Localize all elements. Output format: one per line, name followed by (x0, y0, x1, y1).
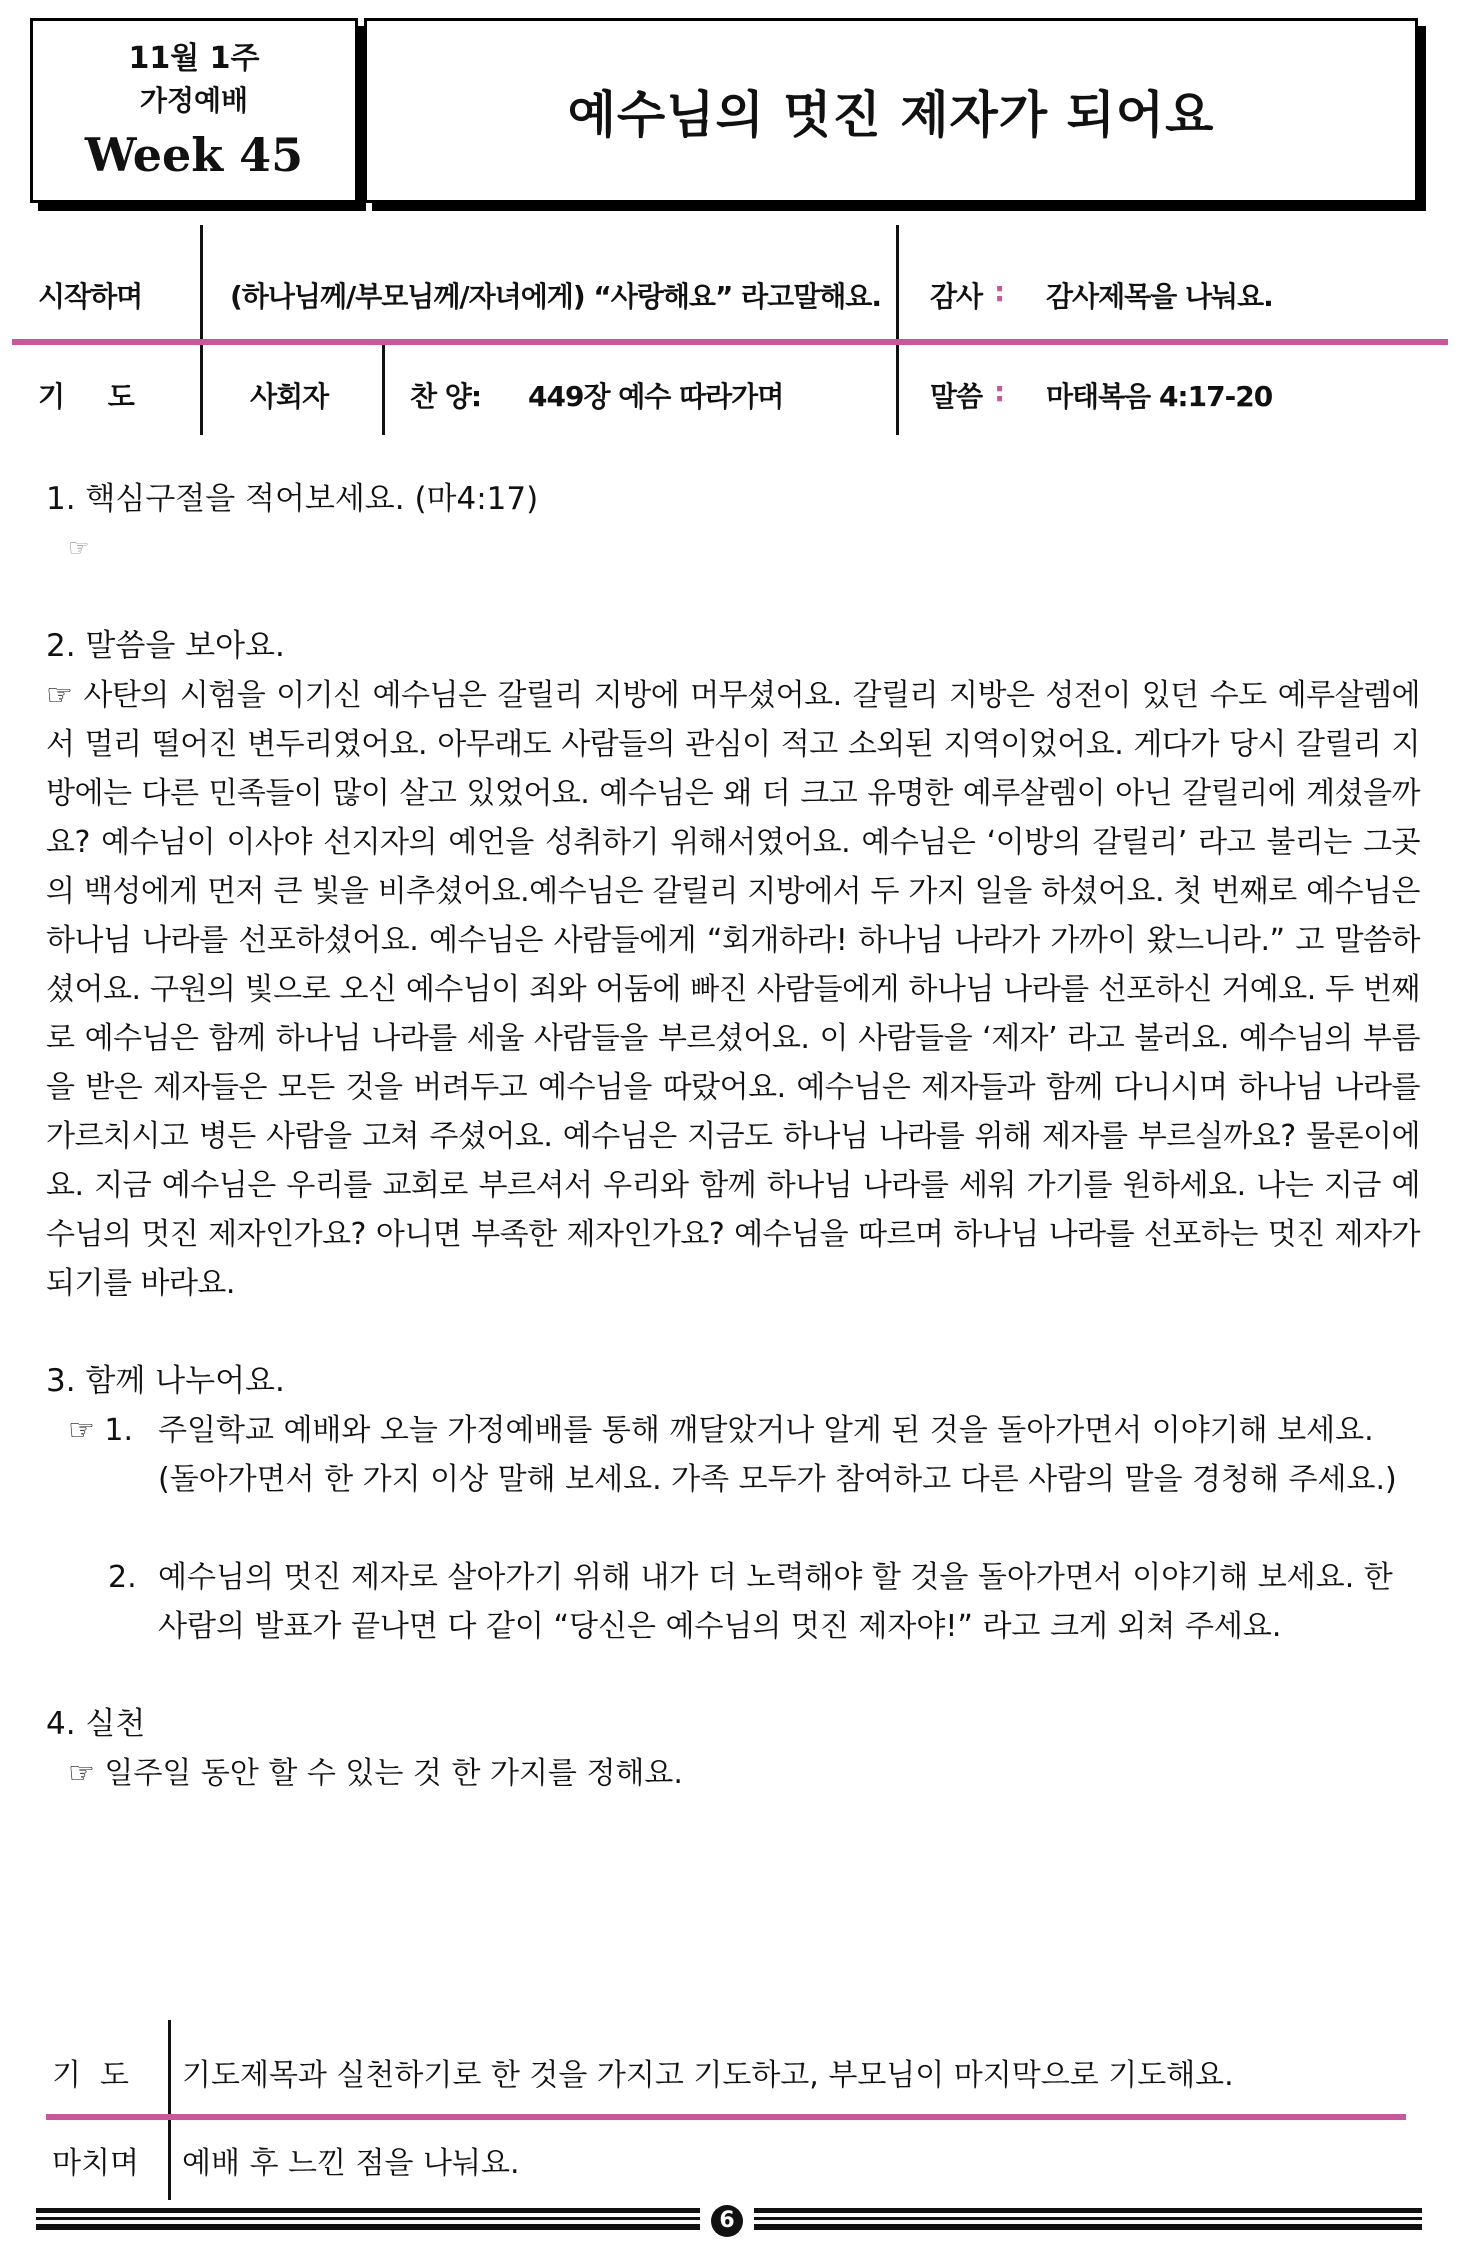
worship-type: 가정예배 (139, 84, 249, 117)
section-4-body: ☞ 일주일 동안 할 수 있는 것 한 가지를 정해요. (68, 1756, 683, 1791)
divider (168, 2020, 171, 2200)
share-item-1-number: ☞ 1. (68, 1413, 134, 1448)
word-text: 마태복음 4:17-20 (1046, 380, 1273, 413)
spacer (46, 1504, 1420, 1553)
leader-label: 사회자 (250, 380, 329, 413)
page-footer (36, 2208, 1422, 2234)
week-number: Week 45 (84, 128, 304, 182)
start-label: 시작하며 (38, 280, 143, 313)
section-3-title: 3. 함께 나누어요. (46, 1363, 285, 1399)
hand-pointer-icon: ☞ (68, 534, 90, 562)
order-table (12, 225, 1448, 435)
section-2-title: 2. 말씀을 보아요. (46, 628, 285, 664)
prayer-label: 기 도 (38, 380, 134, 413)
thanks-label: 감사 (930, 280, 983, 313)
share-item-1 (46, 1406, 1420, 1504)
week-box (30, 18, 358, 203)
thanks-colon: : (994, 275, 1005, 308)
spacer (46, 1651, 1420, 1700)
closing-prayer-text: 기도제목과 실천하기로 한 것을 가지고 기도하고, 부모님이 마지막으로 기도해요. (182, 2058, 1234, 2093)
word-label: 말씀 (930, 380, 983, 413)
spacer (46, 1308, 1420, 1357)
share-item-2-number: 2. (108, 1560, 137, 1595)
section-4-title: 4. 실천 (46, 1706, 146, 1742)
hymn-label: 찬 양: (410, 380, 482, 413)
order-row-start (12, 225, 1448, 335)
section-1-title: 1. 핵심구절을 적어보세요. (마4:17) (46, 481, 539, 517)
week-date: 11월 1주 (128, 41, 260, 76)
thanks-text: 감사제목을 나눠요. (1046, 280, 1273, 313)
word-colon: : (994, 375, 1005, 408)
page-number: 6 (711, 2205, 743, 2237)
closing-table (46, 2020, 1406, 2200)
page-title: 예수님의 멋진 제자가 되어요 (567, 85, 1215, 144)
hymn-text: 449장 예수 따라가며 (528, 380, 784, 413)
section-2-body: ☞ 사탄의 시험을 이기신 예수님은 갈릴리 지방에 머무셨어요. 갈릴리 지방은 성전이 있던 수도 예루살렘에서 멀리 떨어진 변두리였어요. 아무래도 사람들의 관심이 적고 소외된 지역이었어요. 게다가 당시 갈릴리 지방에는 다른 민족들이 많이 살고 있었어요. 예수님은 왜 더 크고 유명한 예루살렘이 아닌 갈릴리에 계셨을까요? 예수님이 이사야 선지자의 예언을 성취하기 위해서였어요. 예수님은 ‘이방의 갈릴리’ 라고 불리는 그곳의 백성에게 먼저 큰 빛을 비추셨어요.예수님은 갈릴리 지방에서 두 가지 일을 하셨어요. 첫 번째로 예수님은 하나님 나라를 선포하셨어요. 예수님은 사람들에게 “회개하라! 하나님 나라가 가까이 왔느니라.” 고 말씀하셨어요. 구원의 빛으로 오신 예수님이 죄와 어둠에 빠진 사람들에게 하나님 나라를 선포하신 거예요. 두 번째로 예수님은 함께 하나님 나라를 세울 사람들을 부르셨어요. 이 사람들을 ‘제자’ 라고 불러요. 예수님의 부름을 받은 제자들은 모든 것을 버려두고 예수님을 따랐어요. 예수님은 제자들과 함께 다니시며 하나님 나라를 가르치시고 병든 사람을 고쳐 주셨어요. 예수님은 지금도 하나님 나라를 위해 제자를 부르실까요? 물론이에요. 지금 예수님은 우리를 교회로 부르셔서 우리와 함께 하나님 나라를 세워 가기를 원하세요. 나는 지금 예수님의 멋진 제자인가요? 아니면 부족한 제자인가요? 예수님을 따르며 하나님 나라를 선포하는 멋진 제자가 되기를 바라요. (46, 678, 1420, 1301)
worship-content (46, 475, 1420, 1798)
closing-end-label: 마치며 (52, 2146, 139, 2181)
pink-rule (46, 2114, 1406, 2120)
share-item-2-text: 예수님의 멋진 제자로 살아가기 위해 내가 더 노력해야 할 것을 돌아가면서 이야기해 보세요. 한 사람의 발표가 끝나면 다 같이 “당신은 예수님의 멋진 제자야!” 라고 크게 외쳐 주세요. (158, 1560, 1393, 1644)
closing-end-text: 예배 후 느낀 점을 나눠요. (182, 2146, 520, 2181)
closing-prayer-label: 기 도 (52, 2058, 130, 2093)
share-item-1-text: 주일학교 예배와 오늘 가정예배를 통해 깨달았거나 알게 된 것을 돌아가면서 이야기해 보세요. (돌아가면서 한 가지 이상 말해 보세요. 가족 모두가 참여하고 다른 사람의 말을 경청해 주세요.) (158, 1413, 1397, 1497)
start-text: (하나님께/부모님께/자녀에게) “사랑해요” 라고말해요. (230, 280, 881, 313)
order-row-prayer (12, 345, 1448, 435)
title-box (364, 18, 1418, 203)
spacer (46, 573, 1420, 622)
share-item-2 (46, 1553, 1420, 1651)
